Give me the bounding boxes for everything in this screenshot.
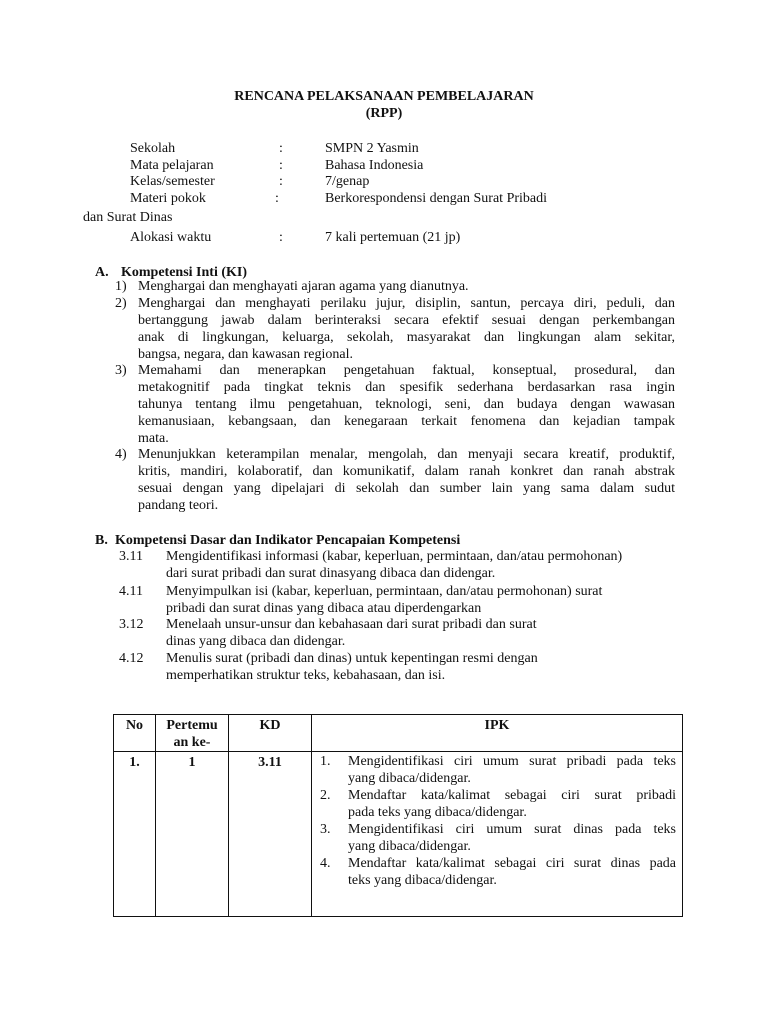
identity-colon: : [279,230,283,245]
kd-code: 4.12 [119,651,144,666]
section-b-heading [95,532,460,549]
identity-value: Berkorespondensi dengan Surat Pribadi [325,191,548,206]
cell-kd: 3.11 [229,752,312,917]
ipk-line: pada teks yang dibaca/didengar. [348,805,527,820]
ipk-line: Mengidentifikasi ciri umum surat pribadi pada teks [348,754,676,769]
identity-label: Sekolah [130,141,176,156]
ipk-line: yang dibaca/didengar. [348,771,471,786]
ipk-line: Mendaftar kata/kalimat sebagai ciri surat pribadi [348,788,676,803]
ki-line: metakognitif pada tingkat teknis dan spesifik sederhana berdasarkan rasa ingin [138,380,675,395]
header-meeting-line: an ke- [173,735,211,750]
identity-label: Kelas/semester [130,174,215,189]
kd-line: pribadi dan surat dinas yang dibaca atau diperdengarkan [166,601,482,616]
ipk-number: 2. [320,788,331,803]
identity-colon: : [279,141,283,156]
kd-text [166,650,538,684]
identity-row-topic [0,190,768,207]
ipk-line: Mengidentifikasi ciri umum surat dinas pada teks [348,822,676,837]
ki-line: Memahami dan menerapkan pengetahuan faktual, konseptual, prosedural, dan [138,363,675,378]
ki-number: 2) [115,296,127,311]
identity-row-school [0,140,768,157]
kd-line: Menulis surat (pribadi dan dinas) untuk kepentingan resmi dengan [166,651,538,666]
identity-row-subject [0,157,768,174]
ki-line: tahunya tentang ilmu pengetahuan, teknologi, seni, dan budaya dengan wawasan [138,397,675,412]
document-subtitle: (RPP) [365,106,403,121]
section-letter: B. [95,533,108,548]
identity-colon: : [279,174,283,189]
header-kd: KD [229,715,312,752]
table-header-row [114,715,683,752]
ki-line: pandang teori. [138,498,219,513]
ki-text [138,362,675,447]
section-letter: A. [95,265,109,280]
section-title: Kompetensi Inti (KI) [121,265,247,280]
ipk-line: yang dibaca/didengar. [348,839,471,854]
kd-line: Menelaah unsur-unsur dan kebahasaan dari surat pribadi dan surat [166,617,537,632]
kd-line: Menyimpulkan isi (kabar, keperluan, permintaan, dan/atau permohonan) surat [166,584,603,599]
identity-label: Mata pelajaran [130,158,214,173]
cell-meeting: 1 [156,752,229,917]
ki-text [138,278,675,295]
kd-text [166,616,537,650]
identity-value: SMPN 2 Yasmin [325,141,419,156]
ki-line: Menghargai dan menghayati perilaku jujur, disiplin, santun, percaya diri, peduli, dan [138,296,675,311]
identity-value: 7 kali pertemuan (21 jp) [325,230,461,245]
ki-line: Menunjukkan keterampilan menalar, mengolah, dan menyaji secara kreatif, produktif, [138,447,675,462]
ki-line: anak di lingkungan, keluarga, sekolah, masyarakat dan lingkungan alam sekitar, [138,330,675,345]
identity-value: 7/genap [325,174,370,189]
ki-line: kemanusiaan, kebangsaan, dan kenegaraan terkait fenomena dan kejadian tampak [138,414,675,429]
ki-line: bertanggung jawab dalam berinteraksi secara efektif sesuai dengan perkembangan [138,313,675,328]
ki-text [138,295,675,363]
kd-line: Mengidentifikasi informasi (kabar, keperluan, permintaan, dan/atau permohonan) [166,549,623,564]
ki-number: 4) [115,447,127,462]
ki-line: mata. [138,431,169,446]
identity-label: Materi pokok [130,191,206,206]
document-title: RENCANA PELAKSANAAN PEMBELAJARAN [234,89,534,104]
ipk-line: Mendaftar kata/kalimat sebagai ciri surat dinas pada [348,856,676,871]
ipk-item [318,753,676,787]
identity-value: Bahasa Indonesia [325,158,424,173]
ipk-line: teks yang dibaca/didengar. [348,873,497,888]
header-ipk: IPK [312,715,683,752]
identity-row-class [0,173,768,190]
ki-text [138,446,675,514]
section-title: Kompetensi Dasar dan Indikator Pencapaian Kompetensi [115,533,461,548]
ki-line: sesuai dengan yang dipelajari di sekolah dan sumber lain yang sama dalam sudut [138,481,675,496]
kd-text [166,548,622,582]
kd-code: 4.11 [119,584,143,599]
kd-code: 3.11 [119,549,143,564]
identity-row-time [0,229,768,246]
ki-line: Menghargai dan menghayati ajaran agama yang dianutnya. [138,279,469,294]
ki-line: bangsa, negara, dan kawasan regional. [138,347,353,362]
identity-colon: : [275,191,279,206]
identity-topic-continuation: dan Surat Dinas [83,210,173,225]
header-no: No [114,715,156,752]
kd-line: dari surat pribadi dan surat dinasyang dibaca dan didengar. [166,566,496,581]
ipk-item [318,787,676,821]
kd-line: dinas yang dibaca dan didengar. [166,634,346,649]
table-row [114,752,683,917]
cell-no: 1. [114,752,156,917]
kd-text [166,583,602,617]
ipk-number: 3. [320,822,331,837]
ipk-item [318,821,676,855]
ipk-number: 4. [320,856,331,871]
ipk-item [318,855,676,889]
identity-label: Alokasi waktu [130,230,212,245]
kd-line: memperhatikan struktur teks, kebahasaan, dan isi. [166,668,446,683]
kd-code: 3.12 [119,617,144,632]
header-meeting-line: Pertemu [166,718,218,733]
header-meeting [156,715,229,752]
ipk-table [113,714,683,917]
ki-line: kritis, mandiri, kolaboratif, dan komunikatif, dalam ranah konkret dan ranah abstrak [138,464,675,479]
ki-number: 3) [115,363,127,378]
ki-number: 1) [115,279,127,294]
identity-colon: : [279,158,283,173]
cell-ipk [312,752,683,917]
ipk-number: 1. [320,754,331,769]
